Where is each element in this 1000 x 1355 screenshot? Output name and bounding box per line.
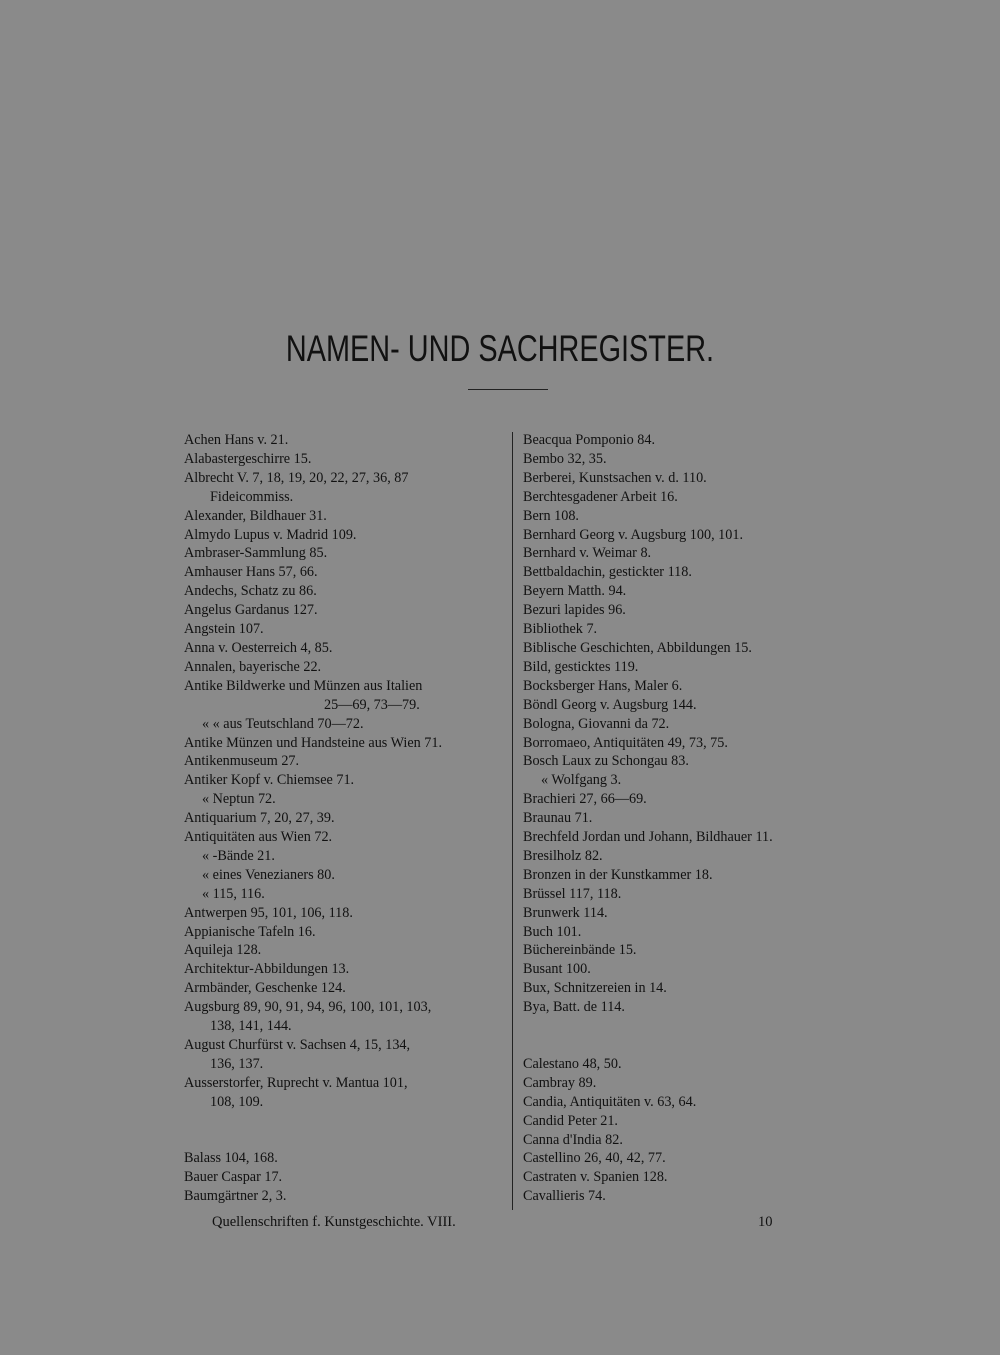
index-entry: Ambraser-Sammlung 85.: [184, 545, 328, 562]
index-entry: Bux, Schnitzereien in 14.: [523, 980, 667, 997]
index-entry: Bern 108.: [523, 507, 579, 524]
index-entry: Bosch Laux zu Schongau 83.: [523, 753, 689, 770]
index-entry: « Neptun 72.: [202, 791, 276, 808]
index-entry: Canna d'India 82.: [523, 1131, 623, 1148]
index-entry: Antiquarium 7, 20, 27, 39.: [184, 810, 335, 827]
index-entry: Antiquitäten aus Wien 72.: [184, 829, 333, 846]
column-divider: [512, 432, 513, 1210]
index-entry: « eines Venezianers 80.: [202, 866, 335, 883]
index-entry: Böndl Georg v. Augsburg 144.: [523, 696, 697, 713]
index-entry: Brüssel 117, 118.: [523, 885, 622, 902]
index-entry: Achen Hans v. 21.: [184, 432, 289, 448]
index-entry: Angstein 107.: [184, 621, 264, 638]
section-gap: [184, 1112, 504, 1150]
index-entry: Alabastergeschirre 15.: [184, 450, 312, 467]
index-entry: Berchtesgadener Arbeit 16.: [523, 488, 678, 505]
index-entry: Appianische Tafeln 16.: [184, 923, 316, 940]
index-entry: Augsburg 89, 90, 91, 94, 96, 100, 101, 103,: [184, 999, 432, 1016]
index-entry: Ausserstorfer, Ruprecht v. Mantua 101,: [184, 1074, 408, 1091]
index-entry: Bembo 32, 35.: [523, 450, 607, 467]
index-entry: Candia, Antiquitäten v. 63, 64.: [523, 1093, 697, 1110]
index-entry: Bresilholz 82.: [523, 847, 603, 864]
index-entry: Braunau 71.: [523, 810, 593, 827]
index-entry: 108, 109.: [210, 1093, 264, 1110]
index-entry: Brunwerk 114.: [523, 904, 608, 921]
index-entry: Annalen, bayerische 22.: [184, 658, 322, 675]
index-entry: Borromaeo, Antiquitäten 49, 73, 75.: [523, 734, 728, 751]
index-entry: Bezuri lapides 96.: [523, 602, 626, 619]
index-entry: Buch 101.: [523, 923, 582, 940]
index-column-right: [523, 431, 823, 1206]
page-title: NAMEN- UND SACHREGISTER.: [285, 328, 715, 369]
index-entry: Biblische Geschichten, Abbildungen 15.: [523, 639, 752, 656]
title-rule: [468, 389, 548, 390]
index-entry: Bernhard v. Weimar 8.: [523, 545, 652, 562]
index-entry: Almydo Lupus v. Madrid 109.: [184, 526, 357, 543]
index-entry: Bya, Batt. de 114.: [523, 999, 625, 1016]
index-entry: Bauer Caspar 17.: [184, 1169, 283, 1186]
index-entry: Antwerpen 95, 101, 106, 118.: [184, 904, 353, 921]
footer-page-signature: 10: [758, 1214, 773, 1230]
index-entry: Antike Münzen und Handsteine aus Wien 71.: [184, 734, 443, 751]
index-entry: Brechfeld Jordan und Johann, Bildhauer 11.: [523, 829, 773, 846]
index-entry: Bettbaldachin, gestickter 118.: [523, 564, 692, 581]
index-entry: Candid Peter 21.: [523, 1112, 618, 1129]
index-entry: Bild, gesticktes 119.: [523, 658, 639, 675]
index-entry: 138, 141, 144.: [210, 1018, 292, 1035]
index-entry: Anna v. Oesterreich 4, 85.: [184, 639, 333, 656]
index-entry: Calestano 48, 50.: [523, 1055, 622, 1072]
index-entry: Cambray 89.: [523, 1074, 597, 1091]
index-entry: Andechs, Schatz zu 86.: [184, 583, 317, 600]
index-entry: Amhauser Hans 57, 66.: [184, 564, 318, 581]
index-entry: « Wolfgang 3.: [541, 772, 622, 789]
index-column-left: [184, 431, 504, 1206]
index-entry: 25—69, 73—79.: [324, 696, 420, 713]
index-entry: Büchereinbände 15.: [523, 942, 637, 959]
index-entry: August Churfürst v. Sachsen 4, 15, 134,: [184, 1037, 411, 1053]
index-entry: Bocksberger Hans, Maler 6.: [523, 677, 683, 694]
index-entry: Antike Bildwerke und Münzen aus Italien: [184, 677, 423, 694]
index-entry: « -Bände 21.: [202, 847, 275, 864]
index-entry: Armbänder, Geschenke 124.: [184, 980, 346, 997]
index-entry: Albrecht V. 7, 18, 19, 20, 22, 27, 36, 87: [184, 469, 409, 486]
index-entry: Castraten v. Spanien 128.: [523, 1169, 668, 1186]
index-entry: Balass 104, 168.: [184, 1150, 278, 1167]
index-entry: 136, 137.: [210, 1055, 264, 1072]
index-entry: Antiker Kopf v. Chiemsee 71.: [184, 772, 355, 789]
index-entry: Beacqua Pomponio 84.: [523, 432, 656, 448]
index-entry: Architektur-Abbildungen 13.: [184, 961, 350, 978]
index-entry: « « aus Teutschland 70—72.: [202, 715, 364, 732]
index-entry: Bologna, Giovanni da 72.: [523, 715, 670, 732]
index-entry: Bernhard Georg v. Augsburg 100, 101.: [523, 526, 744, 543]
section-gap: [523, 1017, 823, 1055]
index-entry: Fideicommiss.: [210, 488, 294, 505]
footer-source: Quellenschriften f. Kunstgeschichte. VIII.: [212, 1214, 456, 1230]
index-entry: Berberei, Kunstsachen v. d. 110.: [523, 469, 707, 486]
index-entry: Busant 100.: [523, 961, 591, 978]
index-entry: Aquileja 128.: [184, 942, 262, 959]
index-entry: Baumgärtner 2, 3.: [184, 1188, 287, 1205]
index-entry: Alexander, Bildhauer 31.: [184, 507, 327, 524]
index-entry: Brachieri 27, 66—69.: [523, 791, 647, 808]
index-entry: Cavallieris 74.: [523, 1188, 606, 1205]
index-entry: Angelus Gardanus 127.: [184, 602, 318, 619]
index-entry: Antikenmuseum 27.: [184, 753, 300, 770]
index-entry: Bronzen in der Kunstkammer 18.: [523, 866, 713, 883]
index-entry: Bibliothek 7.: [523, 621, 598, 638]
index-entry: Beyern Matth. 94.: [523, 583, 627, 600]
index-entry: « 115, 116.: [202, 885, 265, 902]
index-entry: Castellino 26, 40, 42, 77.: [523, 1150, 666, 1167]
